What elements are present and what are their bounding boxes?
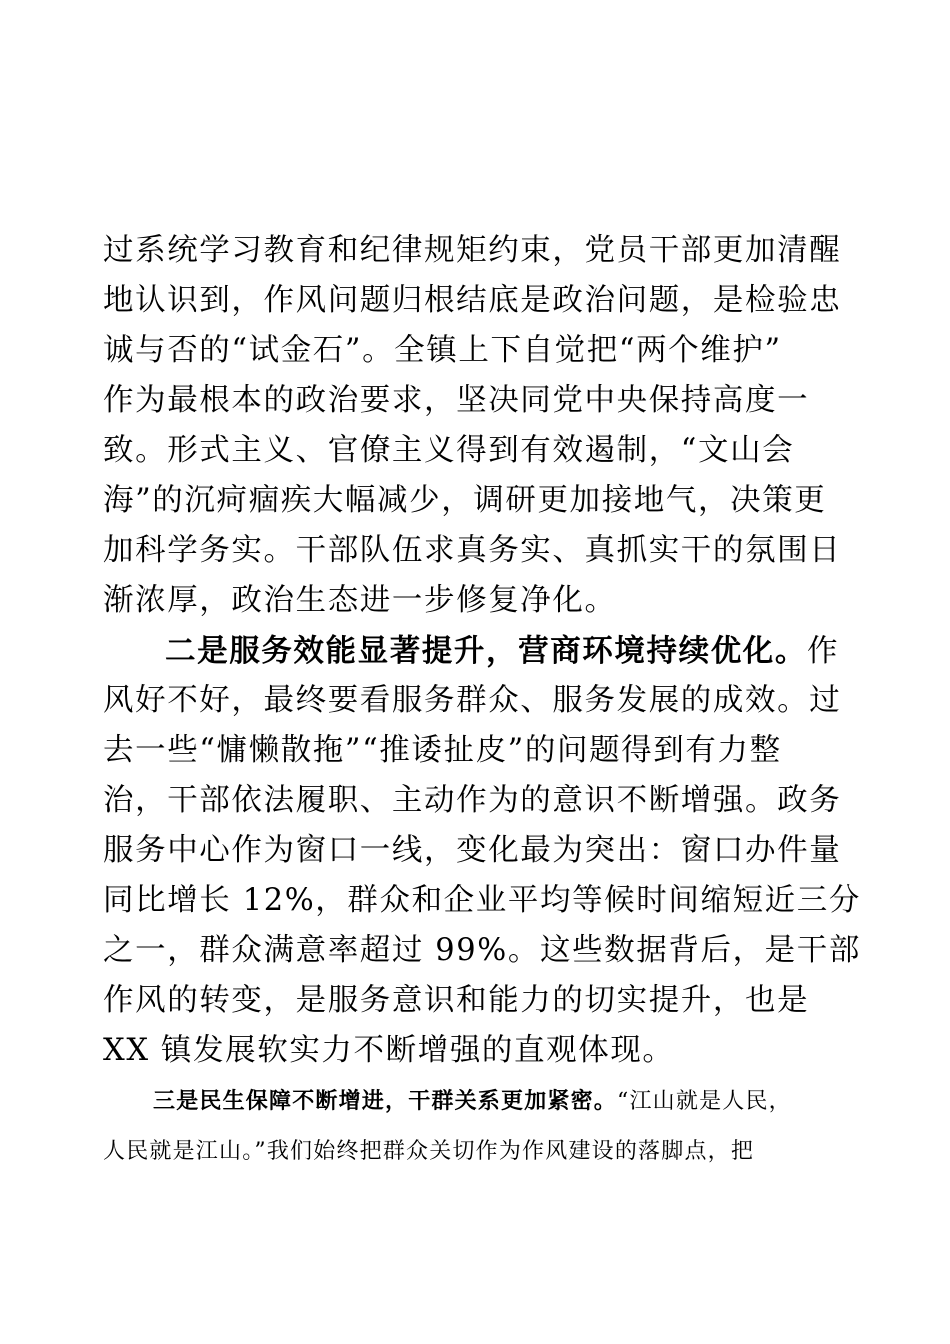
text-span: 诚与否的“试金石”。全镇上下自觉把“两个维护” xyxy=(103,333,782,368)
text-span: 之一，群众满意率超过 99%。这些数据背后，是干部 xyxy=(103,933,861,968)
text-line xyxy=(103,232,841,270)
text-span: “江山就是人民， xyxy=(617,1089,792,1114)
text-line xyxy=(103,482,826,520)
text-line xyxy=(103,982,809,1020)
text-span: 作 xyxy=(807,634,840,669)
text-line xyxy=(103,532,841,570)
text-line xyxy=(103,682,841,720)
text-line xyxy=(103,882,861,920)
text-span: 地认识到，作风问题归根结底是政治问题，是检验忠 xyxy=(103,283,842,318)
text-line xyxy=(103,1032,675,1070)
text-line xyxy=(103,782,841,820)
text-line xyxy=(103,1137,754,1167)
text-span: XX 镇发展软实力不断增强的直观体现。 xyxy=(103,1033,675,1068)
text-line xyxy=(103,282,841,320)
text-span: 服务中心作为窗口一线，变化最为突出：窗口办件量 xyxy=(103,833,842,868)
text-line xyxy=(103,732,782,770)
bold-lead-sentence: 二是服务效能显著提升，营商环境持续优化。 xyxy=(165,633,807,669)
text-span: 过系统学习教育和纪律规矩约束，党员干部更加清醒 xyxy=(103,233,842,268)
text-line xyxy=(103,382,809,420)
text-span: 治，干部依法履职、主动作为的意识不断增强。政务 xyxy=(103,783,842,818)
text-span: 海”的沉疴痼疾大幅减少，调研更加接地气，决策更 xyxy=(103,483,827,518)
text-line xyxy=(153,1086,792,1117)
text-span: 作为最根本的政治要求，坚决同党中央保持高度一 xyxy=(103,383,810,418)
text-line xyxy=(103,432,794,470)
text-span: 去一些“慵懒散拖”“推诿扯皮”的问题得到有力整 xyxy=(103,733,782,768)
bold-lead-sentence: 三是民生保障不断增进，干群关系更加紧密。 xyxy=(153,1088,618,1114)
text-span: 作风的转变，是服务意识和能力的切实提升，也是 xyxy=(103,983,810,1018)
text-line xyxy=(103,832,841,870)
text-line xyxy=(103,932,861,970)
text-span: 致。形式主义、官僚主义得到有效遏制，“文山会 xyxy=(103,433,795,468)
text-span: 人民就是江山。”我们始终把群众关切作为作风建设的落脚点，把 xyxy=(103,1139,755,1164)
text-line xyxy=(103,332,782,370)
text-span: 同比增长 12%，群众和企业平均等候时间缩短近三分 xyxy=(103,883,861,918)
text-span: 加科学务实。干部队伍求真务实、真抓实干的氛围日 xyxy=(103,533,842,568)
text-span: 风好不好，最终要看服务群众、服务发展的成效。过 xyxy=(103,683,842,718)
text-line xyxy=(165,632,839,671)
text-span: 渐浓厚，政治生态进一步修复净化。 xyxy=(103,583,617,618)
text-line xyxy=(103,582,617,620)
